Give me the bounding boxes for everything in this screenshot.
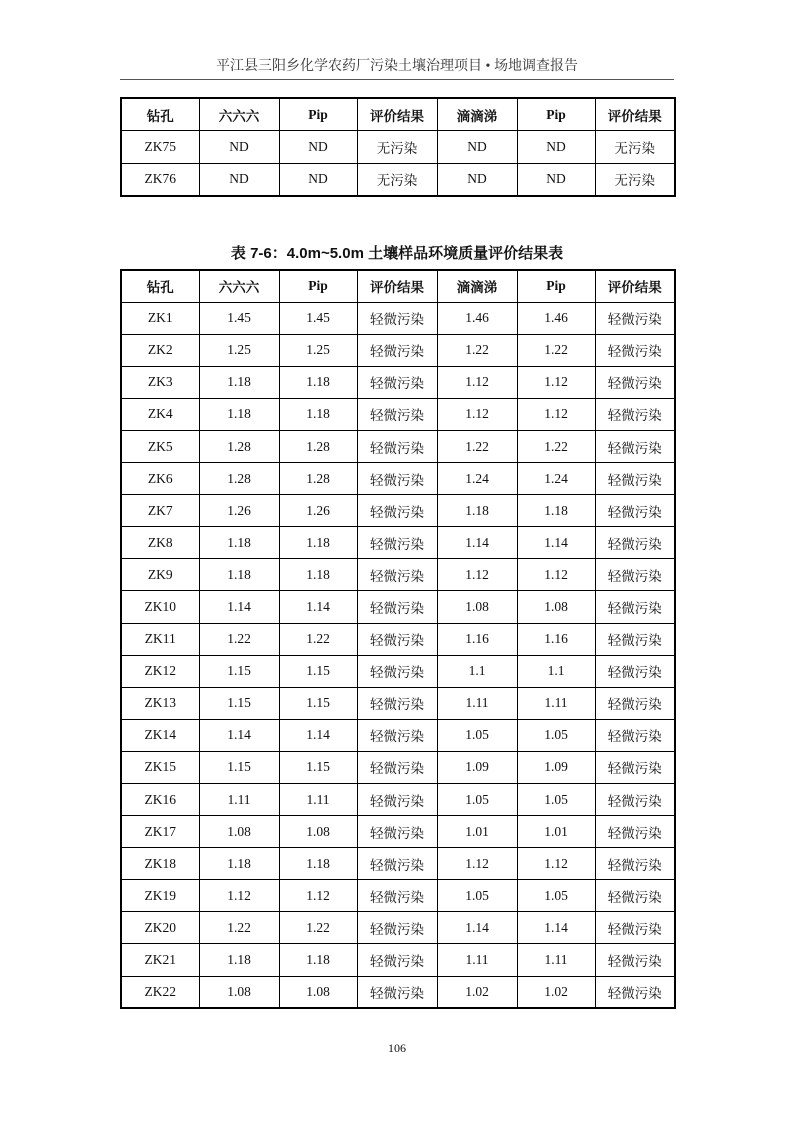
table-row (121, 302, 675, 334)
cell-ddt: 1.14 (437, 527, 517, 559)
cell-ddt: 1.01 (437, 816, 517, 848)
cell-pip-hch: 1.15 (279, 655, 357, 687)
column-header-pip-hch: Pip (279, 98, 357, 131)
table-row (121, 623, 675, 655)
table-row (121, 687, 675, 719)
table-row (121, 398, 675, 430)
cell-pip-ddt: 1.05 (517, 784, 595, 816)
cell-pip-hch: 1.08 (279, 816, 357, 848)
column-header-result-ddt: 评价结果 (595, 98, 675, 131)
cell-pip-ddt: 1.02 (517, 976, 595, 1008)
cell-hch: 1.28 (199, 430, 279, 462)
cell-pip-hch: 1.22 (279, 912, 357, 944)
cell-pip-ddt: ND (517, 131, 595, 164)
cell-result-ddt: 轻微污染 (595, 912, 675, 944)
cell-borehole: ZK3 (121, 366, 199, 398)
table-row (121, 880, 675, 912)
cell-hch: 1.15 (199, 655, 279, 687)
cell-hch: 1.15 (199, 687, 279, 719)
cell-pip-hch: 1.28 (279, 430, 357, 462)
table-row (121, 848, 675, 880)
cell-borehole: ZK2 (121, 334, 199, 366)
table-row (121, 655, 675, 687)
cell-borehole: ZK21 (121, 944, 199, 976)
table-row (121, 816, 675, 848)
cell-result-hch: 轻微污染 (357, 880, 437, 912)
cell-borehole: ZK8 (121, 527, 199, 559)
cell-pip-hch: 1.22 (279, 623, 357, 655)
cell-result-ddt: 无污染 (595, 163, 675, 196)
cell-result-hch: 无污染 (357, 131, 437, 164)
cell-pip-ddt: 1.22 (517, 334, 595, 366)
cell-result-hch: 轻微污染 (357, 623, 437, 655)
cell-borehole: ZK4 (121, 398, 199, 430)
evaluation-table-4-5m (120, 269, 676, 1009)
cell-borehole: ZK18 (121, 848, 199, 880)
cell-ddt: 1.22 (437, 334, 517, 366)
cell-pip-hch: 1.11 (279, 784, 357, 816)
cell-result-hch: 轻微污染 (357, 784, 437, 816)
cell-hch: 1.08 (199, 976, 279, 1008)
table-header-row (121, 270, 675, 302)
cell-pip-ddt: 1.14 (517, 912, 595, 944)
cell-hch: 1.14 (199, 591, 279, 623)
cell-ddt: 1.11 (437, 687, 517, 719)
cell-hch: 1.18 (199, 559, 279, 591)
cell-borehole: ZK7 (121, 495, 199, 527)
cell-pip-ddt: 1.01 (517, 816, 595, 848)
cell-result-hch: 轻微污染 (357, 463, 437, 495)
cell-pip-ddt: 1.18 (517, 495, 595, 527)
cell-result-ddt: 轻微污染 (595, 816, 675, 848)
cell-borehole: ZK13 (121, 687, 199, 719)
cell-ddt: 1.12 (437, 559, 517, 591)
cell-pip-ddt: 1.14 (517, 527, 595, 559)
cell-pip-hch: 1.15 (279, 751, 357, 783)
cell-pip-hch: 1.08 (279, 976, 357, 1008)
cell-result-ddt: 轻微污染 (595, 495, 675, 527)
cell-borehole: ZK16 (121, 784, 199, 816)
cell-borehole: ZK11 (121, 623, 199, 655)
cell-ddt: 1.09 (437, 751, 517, 783)
cell-result-ddt: 轻微污染 (595, 655, 675, 687)
cell-pip-ddt: 1.08 (517, 591, 595, 623)
cell-hch: 1.11 (199, 784, 279, 816)
column-header-pip-hch: Pip (279, 270, 357, 302)
cell-borehole: ZK12 (121, 655, 199, 687)
cell-borehole: ZK19 (121, 880, 199, 912)
page-number: 106 (388, 1041, 406, 1055)
table-body (121, 302, 675, 1008)
cell-result-hch: 轻微污染 (357, 559, 437, 591)
cell-result-ddt: 轻微污染 (595, 430, 675, 462)
cell-pip-ddt: 1.12 (517, 559, 595, 591)
evaluation-table-continued (120, 97, 676, 197)
cell-result-ddt: 轻微污染 (595, 623, 675, 655)
cell-pip-hch: ND (279, 131, 357, 164)
table-row (121, 719, 675, 751)
table-row (121, 334, 675, 366)
cell-borehole: ZK1 (121, 302, 199, 334)
cell-hch: 1.18 (199, 527, 279, 559)
cell-hch: 1.12 (199, 880, 279, 912)
cell-pip-ddt: 1.12 (517, 366, 595, 398)
cell-pip-ddt: 1.12 (517, 398, 595, 430)
cell-result-hch: 轻微污染 (357, 495, 437, 527)
cell-hch: ND (199, 131, 279, 164)
cell-result-hch: 轻微污染 (357, 302, 437, 334)
column-header-result-hch: 评价结果 (357, 270, 437, 302)
cell-hch: 1.22 (199, 623, 279, 655)
cell-result-ddt: 轻微污染 (595, 848, 675, 880)
cell-pip-hch: 1.14 (279, 719, 357, 751)
cell-result-hch: 轻微污染 (357, 751, 437, 783)
cell-pip-ddt: 1.05 (517, 880, 595, 912)
cell-pip-ddt: 1.16 (517, 623, 595, 655)
cell-borehole: ZK20 (121, 912, 199, 944)
cell-result-hch: 轻微污染 (357, 687, 437, 719)
cell-hch: 1.45 (199, 302, 279, 334)
table-row (121, 527, 675, 559)
cell-ddt: 1.05 (437, 784, 517, 816)
cell-ddt: 1.14 (437, 912, 517, 944)
column-header-result-hch: 评价结果 (357, 98, 437, 131)
column-header-hch: 六六六 (199, 98, 279, 131)
cell-result-hch: 轻微污染 (357, 398, 437, 430)
table-row (121, 944, 675, 976)
column-header-borehole: 钻孔 (121, 270, 199, 302)
cell-ddt: 1.12 (437, 398, 517, 430)
cell-hch: 1.18 (199, 366, 279, 398)
cell-result-ddt: 轻微污染 (595, 944, 675, 976)
column-header-pip-ddt: Pip (517, 270, 595, 302)
cell-pip-ddt: 1.11 (517, 944, 595, 976)
cell-pip-hch: 1.28 (279, 463, 357, 495)
cell-borehole: ZK75 (121, 131, 199, 164)
cell-hch: 1.28 (199, 463, 279, 495)
table-row (121, 751, 675, 783)
cell-pip-ddt: 1.09 (517, 751, 595, 783)
cell-result-ddt: 轻微污染 (595, 334, 675, 366)
cell-pip-hch: ND (279, 163, 357, 196)
cell-pip-hch: 1.18 (279, 527, 357, 559)
cell-ddt: 1.16 (437, 623, 517, 655)
cell-result-hch: 轻微污染 (357, 334, 437, 366)
cell-result-hch: 无污染 (357, 163, 437, 196)
cell-result-hch: 轻微污染 (357, 912, 437, 944)
cell-hch: 1.14 (199, 719, 279, 751)
table-row (121, 163, 675, 196)
table-header-row (121, 98, 675, 131)
cell-result-ddt: 轻微污染 (595, 591, 675, 623)
table-row (121, 912, 675, 944)
cell-result-hch: 轻微污染 (357, 655, 437, 687)
cell-hch: 1.18 (199, 848, 279, 880)
cell-borehole: ZK5 (121, 430, 199, 462)
cell-hch: 1.26 (199, 495, 279, 527)
cell-pip-hch: 1.15 (279, 687, 357, 719)
cell-ddt: 1.18 (437, 495, 517, 527)
cell-borehole: ZK17 (121, 816, 199, 848)
cell-result-hch: 轻微污染 (357, 816, 437, 848)
cell-hch: ND (199, 163, 279, 196)
table-row (121, 366, 675, 398)
cell-borehole: ZK76 (121, 163, 199, 196)
table-row (121, 430, 675, 462)
cell-ddt: ND (437, 163, 517, 196)
cell-hch: 1.18 (199, 398, 279, 430)
cell-ddt: ND (437, 131, 517, 164)
cell-pip-hch: 1.18 (279, 848, 357, 880)
cell-result-ddt: 轻微污染 (595, 880, 675, 912)
cell-result-ddt: 轻微污染 (595, 784, 675, 816)
cell-pip-hch: 1.14 (279, 591, 357, 623)
cell-pip-ddt: ND (517, 163, 595, 196)
table-row (121, 591, 675, 623)
cell-ddt: 1.02 (437, 976, 517, 1008)
cell-result-ddt: 轻微污染 (595, 527, 675, 559)
table-row (121, 976, 675, 1008)
cell-ddt: 1.05 (437, 880, 517, 912)
column-header-borehole: 钻孔 (121, 98, 199, 131)
cell-ddt: 1.11 (437, 944, 517, 976)
cell-result-ddt: 轻微污染 (595, 559, 675, 591)
cell-result-hch: 轻微污染 (357, 976, 437, 1008)
cell-ddt: 1.22 (437, 430, 517, 462)
cell-pip-hch: 1.26 (279, 495, 357, 527)
cell-result-ddt: 轻微污染 (595, 687, 675, 719)
cell-pip-hch: 1.18 (279, 944, 357, 976)
cell-result-hch: 轻微污染 (357, 848, 437, 880)
table-caption: 表 7-6：4.0m~5.0m 土壤样品环境质量评价结果表 (230, 245, 564, 262)
cell-borehole: ZK9 (121, 559, 199, 591)
table-row (121, 784, 675, 816)
column-header-result-ddt: 评价结果 (595, 270, 675, 302)
cell-pip-hch: 1.25 (279, 334, 357, 366)
cell-result-hch: 轻微污染 (357, 591, 437, 623)
cell-hch: 1.25 (199, 334, 279, 366)
cell-ddt: 1.08 (437, 591, 517, 623)
column-header-pip-ddt: Pip (517, 98, 595, 131)
cell-borehole: ZK22 (121, 976, 199, 1008)
cell-hch: 1.15 (199, 751, 279, 783)
cell-pip-ddt: 1.46 (517, 302, 595, 334)
column-header-ddt: 滴滴涕 (437, 98, 517, 131)
page-header: 平江县三阳乡化学农药厂污染土壤治理项目 • 场地调查报告 (216, 59, 578, 74)
column-header-ddt: 滴滴涕 (437, 270, 517, 302)
cell-borehole: ZK14 (121, 719, 199, 751)
cell-hch: 1.18 (199, 944, 279, 976)
cell-result-ddt: 轻微污染 (595, 302, 675, 334)
cell-result-hch: 轻微污染 (357, 719, 437, 751)
cell-result-hch: 轻微污染 (357, 527, 437, 559)
cell-pip-hch: 1.18 (279, 366, 357, 398)
cell-result-hch: 轻微污染 (357, 366, 437, 398)
cell-ddt: 1.1 (437, 655, 517, 687)
cell-pip-ddt: 1.22 (517, 430, 595, 462)
cell-borehole: ZK6 (121, 463, 199, 495)
cell-hch: 1.08 (199, 816, 279, 848)
cell-result-hch: 轻微污染 (357, 944, 437, 976)
cell-ddt: 1.12 (437, 366, 517, 398)
header-divider (120, 79, 674, 80)
cell-result-ddt: 无污染 (595, 131, 675, 164)
table-body (121, 131, 675, 196)
cell-result-ddt: 轻微污染 (595, 366, 675, 398)
cell-borehole: ZK15 (121, 751, 199, 783)
cell-borehole: ZK10 (121, 591, 199, 623)
cell-ddt: 1.05 (437, 719, 517, 751)
cell-pip-hch: 1.12 (279, 880, 357, 912)
table-row (121, 495, 675, 527)
cell-ddt: 1.12 (437, 848, 517, 880)
cell-hch: 1.22 (199, 912, 279, 944)
table-row (121, 463, 675, 495)
cell-pip-ddt: 1.12 (517, 848, 595, 880)
cell-pip-hch: 1.18 (279, 398, 357, 430)
cell-pip-ddt: 1.11 (517, 687, 595, 719)
cell-result-ddt: 轻微污染 (595, 719, 675, 751)
cell-pip-ddt: 1.24 (517, 463, 595, 495)
column-header-hch: 六六六 (199, 270, 279, 302)
cell-result-ddt: 轻微污染 (595, 463, 675, 495)
cell-pip-hch: 1.45 (279, 302, 357, 334)
table-row (121, 131, 675, 164)
cell-pip-ddt: 1.1 (517, 655, 595, 687)
cell-result-hch: 轻微污染 (357, 430, 437, 462)
cell-result-ddt: 轻微污染 (595, 751, 675, 783)
cell-pip-hch: 1.18 (279, 559, 357, 591)
cell-pip-ddt: 1.05 (517, 719, 595, 751)
table-row (121, 559, 675, 591)
cell-result-ddt: 轻微污染 (595, 398, 675, 430)
cell-result-ddt: 轻微污染 (595, 976, 675, 1008)
cell-ddt: 1.24 (437, 463, 517, 495)
cell-ddt: 1.46 (437, 302, 517, 334)
